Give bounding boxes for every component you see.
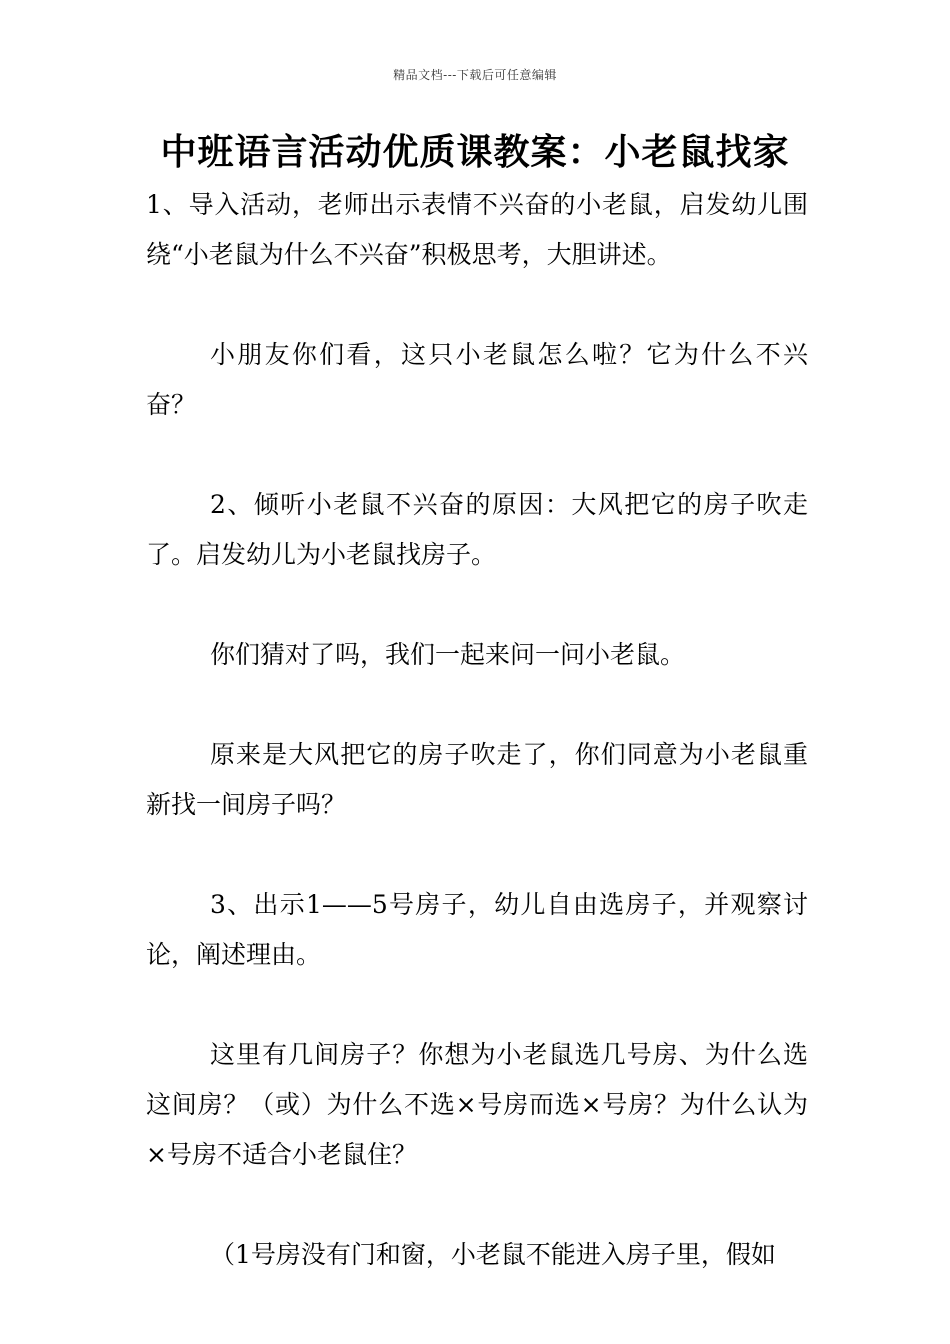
paragraph-gap: [146, 980, 808, 1030]
paragraph-gap: [146, 280, 808, 330]
document-body: [146, 180, 808, 1280]
paragraph-4: 你们猜对了吗，我们一起来问一问小老鼠。: [210, 640, 686, 669]
paragraph-1: 1、导入活动，老师出示表情不兴奋的小老鼠，启发幼儿围绕“小老鼠为什么不兴奋”积极思考，大胆讲述。: [146, 190, 808, 269]
paragraph-gap: [146, 1180, 808, 1230]
document-title: 中班语言活动优质课教案：小老鼠找家: [160, 131, 790, 173]
paragraph-2: 小朋友你们看，这只小老鼠怎么啦？它为什么不兴奋？: [146, 340, 808, 419]
paragraph-3: 2、倾听小老鼠不兴奋的原因：大风把它的房子吹走了。启发幼儿为小老鼠找房子。: [146, 490, 808, 569]
paragraph-gap: [146, 680, 808, 730]
paragraph-8: （1号房没有门和窗，小老鼠不能进入房子里，假如: [210, 1240, 776, 1269]
paragraph-gap: [146, 430, 808, 480]
paragraph-5: 原来是大风把它的房子吹走了，你们同意为小老鼠重新找一间房子吗？: [146, 740, 808, 819]
paragraph-gap: [146, 580, 808, 630]
paragraph-6: 3、出示1——5号房子，幼儿自由选房子，并观察讨论，阐述理由。: [146, 890, 808, 969]
paragraph-gap: [146, 830, 808, 880]
header-note: 精品文档---下载后可任意编辑: [393, 68, 557, 82]
paragraph-7: 这里有几间房子？你想为小老鼠选几号房、为什么选这间房？（或）为什么不选×号房而选×号房？为什么认为×号房不适合小老鼠住？: [146, 1040, 808, 1169]
